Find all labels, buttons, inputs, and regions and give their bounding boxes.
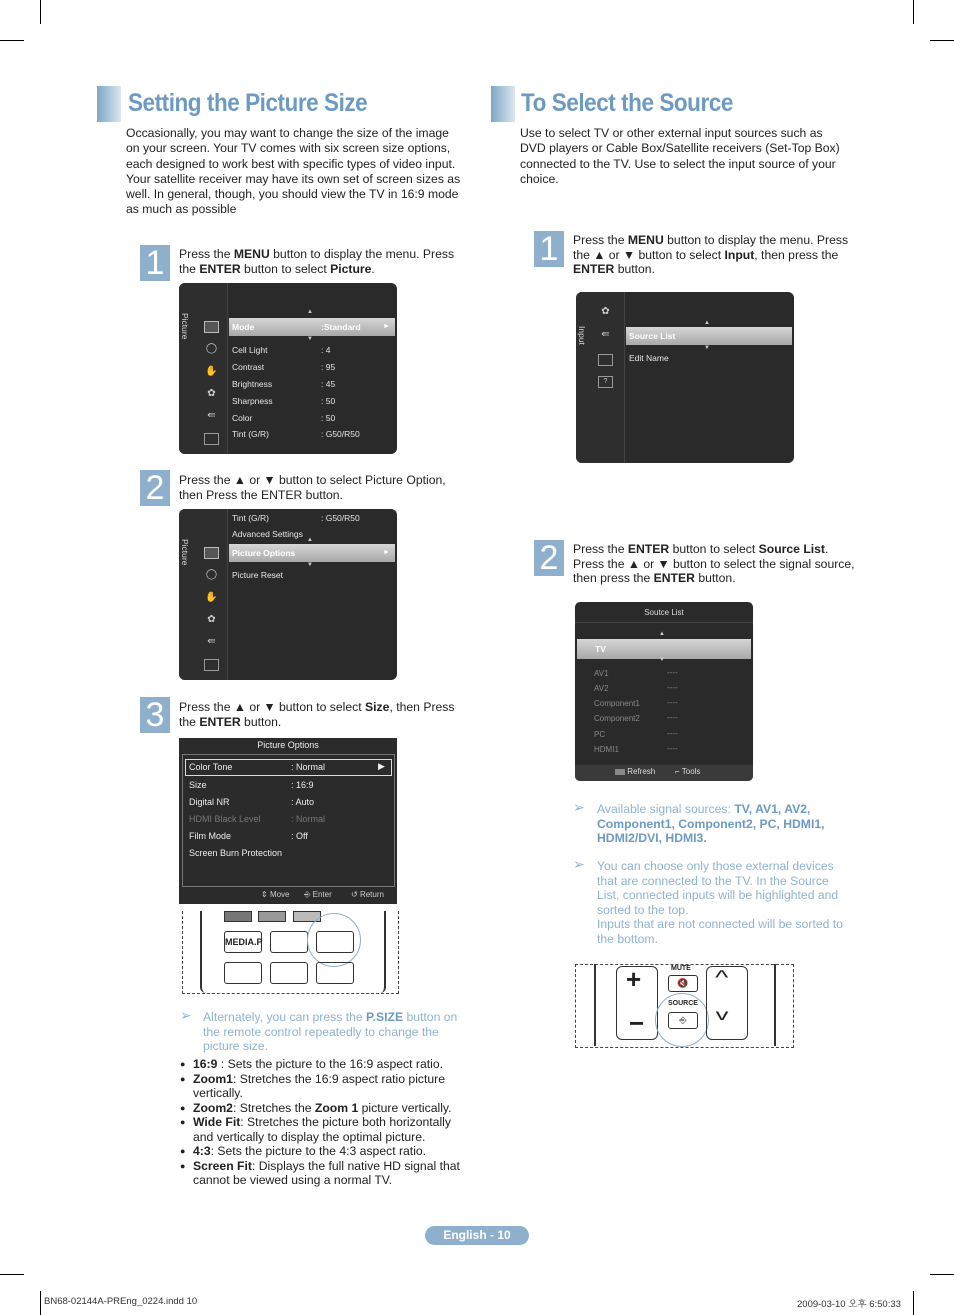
source-hdmi1[interactable]: HDMI1 bbox=[594, 745, 619, 754]
tip-arrow-icon: ➢ bbox=[573, 799, 585, 815]
option-size[interactable]: Size bbox=[189, 780, 207, 790]
list-item: ● 4:3: Sets the picture to the 4:3 aspect ratio. bbox=[180, 1144, 468, 1159]
menu-item-contrast[interactable]: Contrast bbox=[232, 362, 265, 372]
menu-item-picture-reset[interactable]: Picture Reset bbox=[232, 570, 284, 580]
title-accent-bar bbox=[491, 86, 515, 122]
source-list-title: Soutce List bbox=[644, 608, 684, 617]
channel-up-icon: ^ bbox=[715, 967, 729, 989]
picture-options-osd: Picture ◯ ✋ ✿ ⇚ Tint (G/R) : G50/R50 Advanced Settings ▲ Picture Options ► ▼ Picture Reset bbox=[179, 509, 397, 680]
setup-icon: ✿ bbox=[207, 614, 216, 625]
return-icon: ↺ bbox=[351, 890, 358, 899]
menu-item-color[interactable]: Color bbox=[232, 413, 253, 423]
menu-item-brightness[interactable]: Brightness bbox=[232, 379, 273, 389]
refresh-icon bbox=[615, 769, 625, 775]
channel-down-icon: v bbox=[715, 1007, 729, 1024]
input-icon: ⇚ bbox=[207, 410, 216, 421]
menu-item-source-list[interactable]: Source List bbox=[626, 327, 792, 345]
step-number: 3 bbox=[140, 697, 170, 733]
setup-icon: ✿ bbox=[207, 388, 216, 399]
option-screen-burn[interactable]: Screen Burn Protection bbox=[189, 848, 283, 858]
option-digital-nr[interactable]: Digital NR bbox=[189, 797, 230, 807]
application-icon bbox=[204, 433, 219, 445]
media-p-button[interactable]: MEDIA.P bbox=[224, 931, 262, 953]
step1-text-right: Press the MENU button to display the menu. Press the ▲ or ▼ button to select Input, then press the ENTER button. bbox=[573, 233, 849, 277]
title-accent-bar bbox=[97, 86, 121, 122]
menu-sidebar bbox=[179, 283, 228, 454]
enter-icon: ⎆ bbox=[304, 890, 311, 899]
return-hint: ↺ Return bbox=[351, 890, 384, 899]
channel-icon: ✋ bbox=[205, 366, 218, 377]
list-item: ● Zoom2: Stretches the Zoom 1 picture vertically. bbox=[180, 1101, 468, 1116]
tip-signal-sources: Available signal sources: TV, AV1, AV2, Component1, Component2, PC, HDMI1, HDMI2/DVI, HDMI3. bbox=[597, 802, 825, 846]
highlight-circle bbox=[655, 993, 709, 1047]
menu-item-advanced[interactable]: Advanced Settings bbox=[232, 529, 303, 539]
input-icon: ⇚ bbox=[601, 329, 610, 340]
input-icon: ⇚ bbox=[207, 636, 216, 647]
setup-icon: ✿ bbox=[601, 306, 610, 317]
tip-psize: Alternately, you can press the P.SIZE button on the remote control repeatedly to change the picture size. bbox=[203, 1010, 458, 1054]
size-options-list bbox=[180, 1057, 468, 1188]
menu-category-label: Input bbox=[577, 326, 587, 345]
tools-hint: ⌐ Tools bbox=[675, 767, 701, 776]
step2-text: Press the ▲ or ▼ button to select Picture Option, then Press the ENTER button. bbox=[179, 473, 446, 502]
tip-arrow-icon: ➢ bbox=[573, 856, 585, 872]
application-icon bbox=[598, 354, 613, 366]
mute-button[interactable] bbox=[668, 975, 698, 992]
source-tv[interactable]: TV bbox=[577, 639, 751, 659]
list-item: ● Screen Fit: Displays the full native HD signal that cannot be viewed using a normal TV. bbox=[180, 1159, 468, 1188]
step2-text-right: Press the ENTER button to select Source List. Press the ▲ or ▼ button to select the signal source, then press the ENTER button. bbox=[573, 542, 855, 586]
highlight-circle bbox=[307, 913, 361, 967]
menu-item-mode[interactable]: Mode :Standard ► bbox=[229, 318, 395, 336]
remote-button[interactable] bbox=[316, 962, 354, 984]
list-item: ● 16:9 : Sets the picture to the 16:9 aspect ratio. bbox=[180, 1057, 468, 1072]
sound-icon: ◯ bbox=[205, 569, 218, 580]
menu-item-edit-name[interactable]: Edit Name bbox=[629, 353, 669, 363]
source-component2[interactable]: Component2 bbox=[594, 714, 640, 723]
menu-item-picture-options[interactable]: Picture Options ► bbox=[229, 544, 395, 562]
source-icon: ⎆ bbox=[679, 1015, 687, 1025]
source-component1[interactable]: Component1 bbox=[594, 699, 640, 708]
menu-item-tint[interactable]: Tint (G/R) bbox=[232, 513, 269, 523]
footer-file: BN68-02144A-PREng_0224.indd 10 bbox=[44, 1296, 198, 1307]
page-title-left: Setting the Picture Size bbox=[128, 89, 368, 117]
refresh-hint: Refresh bbox=[615, 767, 655, 776]
move-hint: ⇕ Move bbox=[261, 890, 290, 899]
tools-icon: ⌐ bbox=[675, 767, 680, 776]
picture-options-panel: Picture Options Color Tone : Normal ▶ Size : 16:9 Digital NR : Auto HDMI Black Level : Normal Film Mode : Off Screen Burn Protection ⇕ Move ⎆ Enter ↺ Return bbox=[179, 738, 397, 904]
menu-item-tint[interactable]: Tint (G/R) bbox=[232, 429, 269, 439]
remote-button[interactable] bbox=[270, 931, 308, 953]
volume-down-icon: − bbox=[629, 1008, 645, 1038]
mute-label: MUTE bbox=[671, 965, 691, 972]
menu-category-label: Picture bbox=[180, 313, 190, 340]
picture-icon bbox=[204, 321, 219, 333]
mute-icon: 🔇 bbox=[677, 978, 689, 988]
step1-text: Press the MENU button to display the menu. Press the ENTER button to select Picture. bbox=[179, 247, 455, 276]
panel-title: Picture Options bbox=[257, 740, 319, 750]
picture-icon bbox=[204, 547, 219, 559]
sound-icon: ◯ bbox=[205, 343, 218, 354]
step-number: 1 bbox=[534, 231, 564, 267]
list-item: ● Wide Fit: Stretches the picture both horizontally and vertically to display the optimal picture. bbox=[180, 1115, 468, 1144]
intro-left: Occasionally, you may want to change the size of the image on your screen. Your TV comes with six screen size options, each designed to work best with specific types of video input. Your satellite receiver may have its own set of screen sizes as well. In general, though, you should view the TV in 16:9 mode as much as possible bbox=[126, 126, 461, 217]
source-label: SOURCE bbox=[668, 1000, 698, 1007]
application-icon bbox=[204, 659, 219, 671]
volume-up-icon: + bbox=[626, 964, 642, 994]
tip-connected-devices: You can choose only those external devices that are connected to the TV. In the Source List, connected inputs will be highlighted and sorted to the top. Inputs that are not connected will be sorted to the bottom. bbox=[597, 859, 843, 946]
remote-button[interactable] bbox=[270, 962, 308, 984]
menu-category-label: Picture bbox=[180, 539, 190, 566]
intro-right: Use to select TV or other external input sources such as DVD players or Cable Box/Satellite receivers (Set-Top Box) connected to the TV. Use to select the input source of your choice. bbox=[520, 126, 840, 186]
source-av2[interactable]: AV2 bbox=[594, 684, 609, 693]
option-film-mode[interactable]: Film Mode bbox=[189, 831, 232, 841]
page-title-right: To Select the Source bbox=[521, 89, 733, 117]
option-hdmi-black-level: HDMI Black Level bbox=[189, 814, 261, 824]
step-number: 2 bbox=[534, 540, 564, 576]
menu-sidebar bbox=[179, 509, 228, 680]
list-item: ● Zoom1: Stretches the 16:9 aspect ratio picture vertically. bbox=[180, 1072, 468, 1101]
page-label: English - 10 bbox=[425, 1226, 529, 1245]
step3-text: Press the ▲ or ▼ button to select Size, then Press the ENTER button. bbox=[179, 700, 455, 729]
channel-icon: ✋ bbox=[205, 592, 218, 603]
move-icon: ⇕ bbox=[261, 890, 268, 899]
footer-date: 2009-03-10 오후 6:50:33 bbox=[797, 1299, 901, 1310]
source-pc[interactable]: PC bbox=[594, 730, 606, 739]
menu-item-sharpness[interactable]: Sharpness bbox=[232, 396, 273, 406]
source-av1[interactable]: AV1 bbox=[594, 669, 609, 678]
tip-arrow-icon: ➢ bbox=[180, 1007, 192, 1023]
picture-menu-osd: Picture ◯ ✋ ✿ ⇚ ▲ Mode :Standard ► ▼ Cell Light : 4 Contrast : 95 Brightness : 45 Sharpness : 50 Color : 50 Tint (G/R) : G50/R50 bbox=[179, 283, 397, 454]
menu-item-cell-light[interactable]: Cell Light bbox=[232, 345, 268, 355]
source-list-osd: Soutce List ▲ TV ▼ AV1 ---- AV2 ---- Component1 ---- Component2 ---- PC ---- HDMI1 ---- Refresh ⌐ Tools bbox=[575, 602, 753, 781]
enter-hint: ⎆ Enter bbox=[304, 890, 332, 899]
support-icon: ? bbox=[598, 376, 613, 388]
step-number: 2 bbox=[140, 470, 170, 506]
step-number: 1 bbox=[140, 245, 170, 281]
remote-button[interactable] bbox=[224, 962, 262, 984]
input-menu-osd: Input ✿ ⇚ ? ▲ Source List ▼ Edit Name bbox=[576, 292, 794, 463]
